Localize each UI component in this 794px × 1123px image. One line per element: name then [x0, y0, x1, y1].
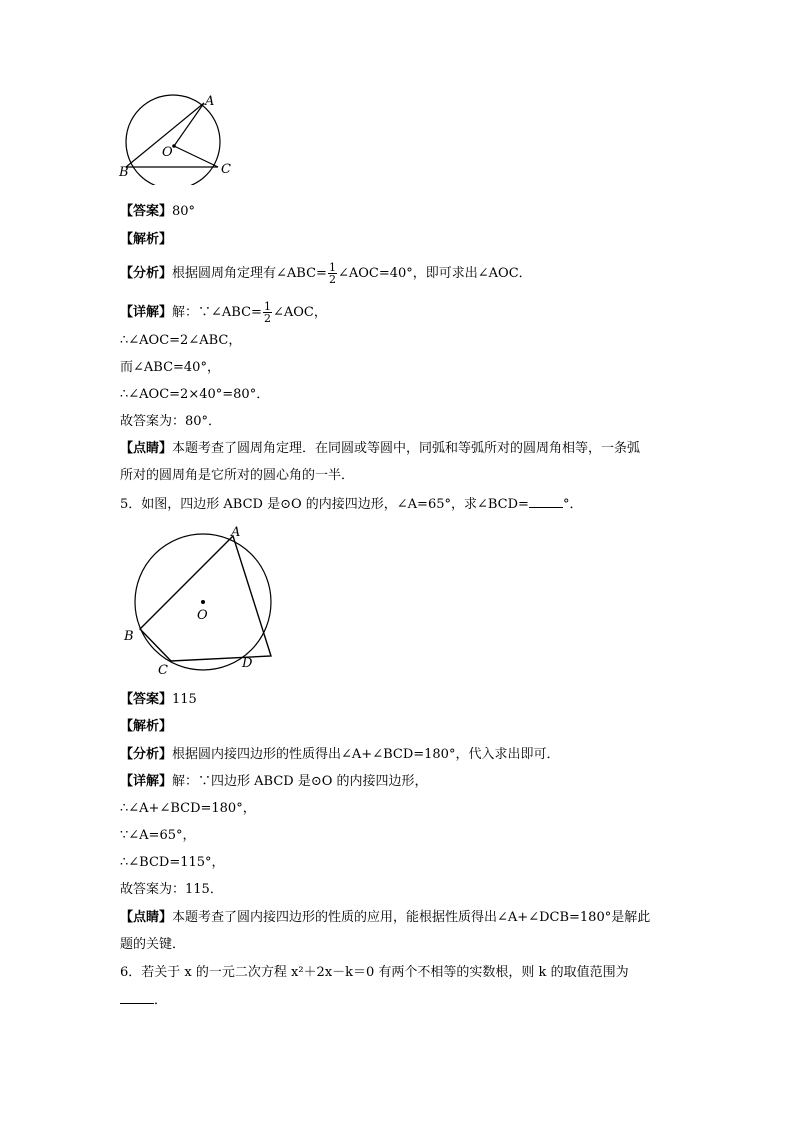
q5-dianjing-line1	[120, 909, 650, 927]
center-point	[201, 600, 205, 604]
answer-value: 115	[172, 692, 197, 707]
q4-dianjing-line2: 所对的圆周角是它所对的圆心角的一半．	[120, 468, 355, 483]
q4-fenxi	[120, 262, 532, 285]
q5-step3: ∴∠BCD=115°，	[120, 855, 225, 870]
fraction-denominator: 2	[328, 273, 336, 286]
fraction-numerator: 1	[328, 261, 336, 274]
analysis-tag: 【解析】	[120, 232, 173, 247]
q4-xiangjie	[120, 301, 327, 324]
answer-tag: 【答案】	[120, 204, 173, 219]
q6-question-line1: 6．若关于 x 的一元二次方程 x²＋2x－k＝0 有两个不相等的实数根，则 k 的取值范围为	[120, 965, 629, 980]
q4-final: 故答案为：80°．	[120, 414, 222, 429]
q4-step2: 而∠ABC=40°，	[120, 360, 220, 375]
q5-dianjing-line2: 题的关键．	[120, 937, 186, 952]
fraction-numerator: 1	[263, 300, 271, 313]
dianjing-tag: 【点睛】	[120, 910, 173, 925]
xiangjie-text-a: 解：∵∠ABC=	[172, 305, 262, 320]
dianjing-text: 本题考查了圆内接四边形的性质的应用，能根据性质得出∠A+∠DCB=180°是解此	[172, 910, 651, 925]
label-d: D	[242, 656, 253, 671]
fenxi-text: 根据圆内接四边形的性质得出∠A+∠BCD=180°，代入求出即可．	[172, 747, 560, 762]
q5-step1: ∴∠A+∠BCD=180°，	[120, 801, 256, 816]
label-o: O	[197, 608, 208, 623]
center-point	[172, 144, 176, 148]
q5-fenxi	[120, 746, 559, 764]
label-c: C	[158, 663, 168, 678]
q5-question-suffix: °．	[562, 497, 583, 512]
q5-answer	[120, 691, 197, 709]
figure-cyclic-quadrilateral	[118, 522, 288, 682]
answer-tag: 【答案】	[120, 692, 173, 707]
label-b: B	[119, 165, 129, 180]
answer-blank	[120, 991, 154, 1004]
answer-value: 80°	[172, 204, 196, 219]
q4-analysis-heading	[120, 231, 172, 249]
q5-question-text: 5．如图，四边形 ABCD 是⊙O 的内接四边形，∠A=65°，求∠BCD=	[120, 497, 529, 512]
q5-final: 故答案为：115．	[120, 882, 223, 897]
fenxi-text-a: 根据圆周角定理有∠ABC=	[172, 266, 327, 281]
label-b: B	[124, 629, 134, 644]
q6-question-line2	[120, 991, 167, 1010]
q4-answer	[120, 203, 195, 221]
answer-blank	[529, 495, 563, 508]
q5-step2: ∵∠A=65°，	[120, 828, 196, 843]
fraction-half	[328, 262, 337, 285]
figure-circle-abc	[112, 90, 252, 185]
segment-oc	[174, 146, 218, 167]
fenxi-tag: 【分析】	[120, 747, 173, 762]
label-a: A	[205, 94, 215, 109]
xiangjie-tag: 【详解】	[120, 774, 173, 789]
xiangjie-tag: 【详解】	[120, 305, 173, 320]
label-a: A	[231, 525, 241, 540]
label-c: C	[221, 162, 231, 177]
fenxi-text-b: ∠AOC=40°，即可求出∠AOC．	[337, 266, 532, 281]
q5-analysis-heading	[120, 718, 172, 736]
analysis-tag: 【解析】	[120, 719, 173, 734]
xiangjie-text: 解：∵四边形 ABCD 是⊙O 的内接四边形，	[172, 774, 428, 789]
dianjing-text: 本题考查了圆周角定理．在同圆或等圆中，同弧和等弧所对的圆周角相等，一条弧	[172, 441, 641, 456]
q4-step3: ∴∠AOC=2×40°=80°．	[120, 387, 270, 402]
q5-xiangjie	[120, 773, 428, 791]
fraction-denominator: 2	[263, 312, 271, 325]
q4-dianjing-line1	[120, 440, 640, 458]
xiangjie-text-b: ∠AOC，	[272, 305, 327, 320]
q6-question-suffix: ．	[154, 993, 168, 1008]
q4-step1: ∴∠AOC=2∠ABC，	[120, 333, 242, 348]
fenxi-tag: 【分析】	[120, 266, 173, 281]
q5-question	[120, 495, 582, 514]
dianjing-tag: 【点睛】	[120, 441, 173, 456]
label-o: O	[162, 145, 173, 160]
fraction-half	[263, 301, 272, 324]
